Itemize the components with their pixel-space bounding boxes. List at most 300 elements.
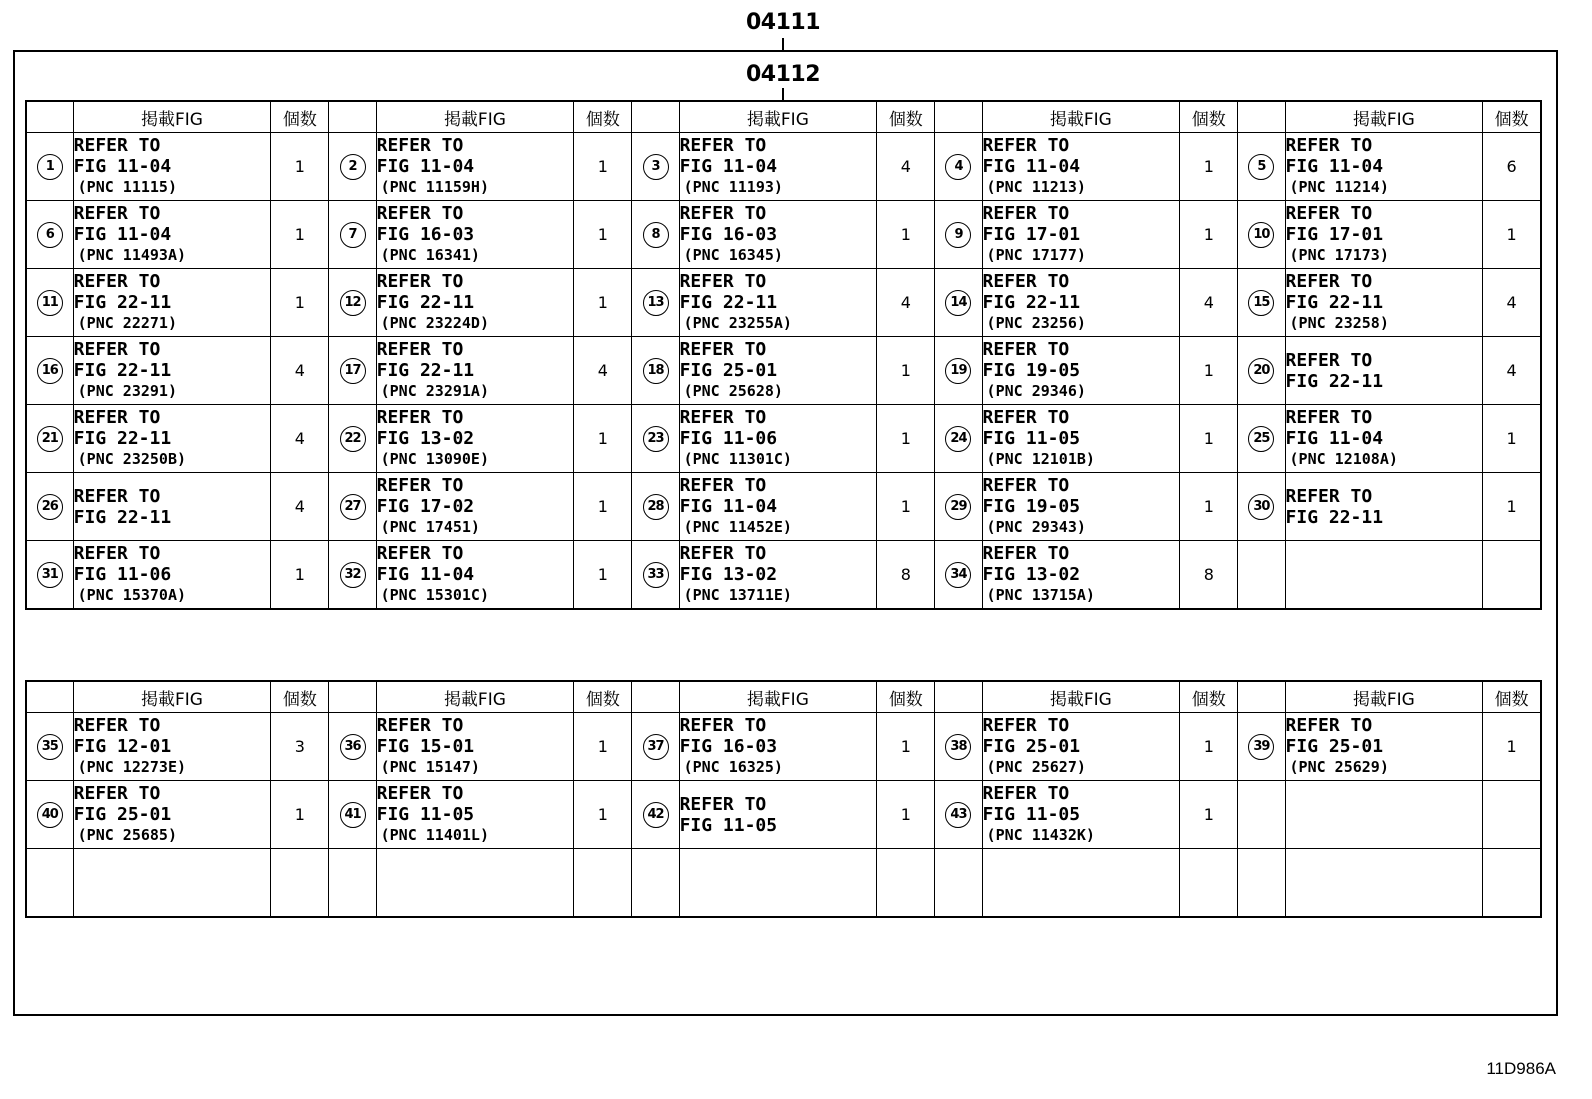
index-cell <box>632 337 679 405</box>
header-row <box>26 101 1541 133</box>
refer-to-label: REFER TO <box>679 407 767 428</box>
quantity-value: 3 <box>294 737 305 756</box>
table-row <box>26 473 1541 541</box>
circled-index-number: 35 <box>37 734 63 760</box>
pnc-code: (PNC 23291A) <box>380 382 489 400</box>
quantity-cell <box>877 849 935 918</box>
reference-table-2 <box>25 680 1542 918</box>
refer-to-label: REFER TO <box>1285 135 1373 156</box>
header-num-cell <box>26 681 73 713</box>
quantity-cell <box>1483 201 1541 269</box>
fig-number: FIG 17-01 <box>1285 224 1384 245</box>
pnc-code: (PNC 23258) <box>1289 314 1389 332</box>
table-row <box>26 713 1541 781</box>
refer-to-label: REFER TO <box>1285 715 1373 736</box>
index-cell <box>1238 781 1285 849</box>
circled-index-number: 14 <box>945 290 971 316</box>
index-cell <box>329 713 376 781</box>
reference-cell <box>1285 337 1483 405</box>
quantity-cell <box>271 201 329 269</box>
circled-index-number: 25 <box>1248 426 1274 452</box>
refer-to-label: REFER TO <box>73 485 161 507</box>
fig-number: FIG 25-01 <box>1285 736 1384 757</box>
quantity-value: 1 <box>900 225 911 244</box>
header-qty: 個数 <box>1180 101 1238 133</box>
header-qty: 個数 <box>574 101 632 133</box>
quantity-value: 1 <box>900 805 911 824</box>
refer-to-label: REFER TO <box>1285 271 1373 292</box>
header-fig: 掲載FIG <box>679 101 877 133</box>
fig-number: FIG 13-02 <box>376 428 475 449</box>
header-fig: 掲載FIG <box>73 101 271 133</box>
quantity-cell <box>1483 849 1541 918</box>
pnc-code: (PNC 17451) <box>380 518 480 536</box>
pnc-code: (PNC 11401L) <box>380 826 489 844</box>
circled-index-number: 18 <box>643 358 669 384</box>
reference-cell <box>376 849 574 918</box>
quantity-cell <box>1483 473 1541 541</box>
quantity-cell <box>271 473 329 541</box>
reference-cell <box>982 133 1180 201</box>
index-cell <box>632 133 679 201</box>
quantity-cell <box>1483 133 1541 201</box>
pnc-code: (PNC 16325) <box>683 758 783 776</box>
pnc-code: (PNC 16345) <box>683 246 783 264</box>
circled-index-number: 36 <box>340 734 366 760</box>
index-cell <box>329 541 376 610</box>
reference-cell <box>679 133 877 201</box>
fig-number: FIG 13-02 <box>982 564 1081 585</box>
refer-to-label: REFER TO <box>982 271 1070 292</box>
index-cell <box>26 201 73 269</box>
reference-cell <box>982 849 1180 918</box>
callout-04112: 04112 <box>745 62 821 87</box>
reference-cell <box>1285 269 1483 337</box>
quantity-value: 1 <box>597 429 608 448</box>
reference-cell <box>982 405 1180 473</box>
refer-to-label: REFER TO <box>376 135 464 156</box>
quantity-value: 4 <box>294 429 305 448</box>
fig-number: FIG 19-05 <box>982 496 1081 517</box>
quantity-cell <box>574 473 632 541</box>
quantity-cell <box>877 781 935 849</box>
circled-index-number: 9 <box>945 222 971 248</box>
quantity-cell <box>1180 541 1238 610</box>
header-fig: 掲載FIG <box>679 681 877 713</box>
circled-index-number: 30 <box>1248 494 1274 520</box>
refer-to-label: REFER TO <box>679 339 767 360</box>
reference-cell <box>982 201 1180 269</box>
pnc-code: (PNC 25685) <box>77 826 177 844</box>
fig-number: FIG 11-04 <box>1285 428 1384 449</box>
pnc-code: (PNC 11193) <box>683 178 783 196</box>
reference-cell <box>1285 781 1483 849</box>
index-cell <box>935 473 982 541</box>
refer-to-label: REFER TO <box>376 543 464 564</box>
pnc-code: (PNC 15370A) <box>77 586 187 604</box>
circled-index-number: 42 <box>643 802 669 828</box>
header-fig: 掲載FIG <box>73 681 271 713</box>
quantity-cell <box>574 713 632 781</box>
quantity-cell <box>271 781 329 849</box>
circled-index-number: 8 <box>643 222 669 248</box>
index-cell <box>26 133 73 201</box>
quantity-value: 1 <box>597 805 608 824</box>
quantity-value: 1 <box>597 293 608 312</box>
refer-to-label: REFER TO <box>679 793 767 815</box>
index-cell <box>935 337 982 405</box>
reference-cell <box>679 849 877 918</box>
refer-to-label: REFER TO <box>982 339 1070 360</box>
reference-cell <box>1285 849 1483 918</box>
quantity-cell <box>877 201 935 269</box>
refer-to-label: REFER TO <box>376 271 464 292</box>
table-row <box>26 269 1541 337</box>
circled-index-number: 31 <box>37 562 63 588</box>
reference-table-1 <box>25 100 1542 610</box>
quantity-cell <box>574 405 632 473</box>
quantity-cell <box>877 713 935 781</box>
fig-number: FIG 11-04 <box>73 156 172 177</box>
table-row <box>26 405 1541 473</box>
quantity-cell <box>877 405 935 473</box>
table-row <box>26 133 1541 201</box>
quantity-value: 1 <box>1203 737 1214 756</box>
fig-number: FIG 22-11 <box>1285 292 1384 313</box>
reference-cell <box>73 849 271 918</box>
quantity-value: 4 <box>900 293 911 312</box>
index-cell <box>26 849 73 918</box>
index-cell <box>329 405 376 473</box>
pnc-code: (PNC 11214) <box>1289 178 1389 196</box>
quantity-value: 1 <box>597 737 608 756</box>
fig-number: FIG 25-01 <box>679 360 778 381</box>
refer-to-label: REFER TO <box>679 715 767 736</box>
reference-cell <box>376 781 574 849</box>
quantity-cell <box>1483 337 1541 405</box>
circled-index-number: 32 <box>340 562 366 588</box>
circled-index-number: 17 <box>340 358 366 384</box>
fig-number: FIG 19-05 <box>982 360 1081 381</box>
quantity-cell <box>271 269 329 337</box>
index-cell <box>935 849 982 918</box>
quantity-value: 1 <box>597 565 608 584</box>
circled-index-number: 34 <box>945 562 971 588</box>
reference-cell <box>376 133 574 201</box>
refer-to-label: REFER TO <box>376 475 464 496</box>
index-cell <box>329 849 376 918</box>
circled-index-number: 43 <box>945 802 971 828</box>
header-num-cell <box>26 101 73 133</box>
header-num-cell <box>329 681 376 713</box>
pnc-code: (PNC 16341) <box>380 246 480 264</box>
reference-cell <box>1285 541 1483 610</box>
quantity-value: 1 <box>1506 225 1517 244</box>
reference-cell <box>1285 133 1483 201</box>
quantity-cell <box>1483 713 1541 781</box>
refer-to-label: REFER TO <box>73 407 161 428</box>
header-qty: 個数 <box>1483 681 1541 713</box>
pnc-code: (PNC 23250B) <box>77 450 187 468</box>
index-cell <box>935 541 982 610</box>
header-fig: 掲載FIG <box>982 681 1180 713</box>
pnc-code: (PNC 11452E) <box>683 518 792 536</box>
circled-index-number: 27 <box>340 494 366 520</box>
circled-index-number: 19 <box>945 358 971 384</box>
index-cell <box>935 201 982 269</box>
circled-index-number: 40 <box>37 802 63 828</box>
refer-to-label: REFER TO <box>73 203 161 224</box>
pnc-code: (PNC 17173) <box>1289 246 1389 264</box>
circled-index-number: 7 <box>340 222 366 248</box>
pnc-code: (PNC 29346) <box>986 382 1086 400</box>
pnc-code: (PNC 23255A) <box>683 314 792 332</box>
fig-number: FIG 22-11 <box>679 292 778 313</box>
circled-index-number: 1 <box>37 154 63 180</box>
index-cell <box>632 269 679 337</box>
quantity-cell <box>574 541 632 610</box>
pnc-code: (PNC 13715A) <box>986 586 1095 604</box>
pnc-code: (PNC 12108A) <box>1289 450 1398 468</box>
reference-cell <box>982 541 1180 610</box>
index-cell <box>1238 133 1285 201</box>
fig-number: FIG 22-11 <box>376 360 475 381</box>
fig-number: FIG 16-03 <box>376 224 475 245</box>
fig-number: FIG 11-06 <box>73 564 172 585</box>
fig-number: FIG 11-05 <box>376 804 475 825</box>
quantity-cell <box>1483 405 1541 473</box>
refer-to-label: REFER TO <box>679 475 767 496</box>
reference-cell <box>679 473 877 541</box>
index-cell <box>329 269 376 337</box>
quantity-value: 1 <box>900 429 911 448</box>
fig-number: FIG 12-01 <box>73 736 172 757</box>
fig-number: FIG 25-01 <box>982 736 1081 757</box>
circled-index-number: 33 <box>643 562 669 588</box>
header-fig: 掲載FIG <box>1285 101 1483 133</box>
reference-cell <box>679 541 877 610</box>
quantity-cell <box>1483 269 1541 337</box>
table-row <box>26 337 1541 405</box>
reference-cell <box>73 201 271 269</box>
reference-cell <box>376 473 574 541</box>
reference-cell <box>1285 201 1483 269</box>
pnc-code: (PNC 25627) <box>986 758 1086 776</box>
quantity-cell <box>1483 541 1541 610</box>
pnc-code: (PNC 12273E) <box>77 758 187 776</box>
reference-cell <box>679 269 877 337</box>
refer-to-label: REFER TO <box>982 783 1070 804</box>
reference-cell <box>73 133 271 201</box>
circled-index-number: 23 <box>643 426 669 452</box>
fig-number: FIG 11-04 <box>376 564 475 585</box>
reference-cell <box>376 541 574 610</box>
index-cell <box>26 781 73 849</box>
table-row <box>26 201 1541 269</box>
quantity-cell <box>1180 337 1238 405</box>
pnc-code: (PNC 25629) <box>1289 758 1389 776</box>
header-qty: 個数 <box>271 681 329 713</box>
refer-to-label: REFER TO <box>982 543 1070 564</box>
reference-cell <box>1285 473 1483 541</box>
header-fig: 掲載FIG <box>376 681 574 713</box>
refer-to-label: REFER TO <box>376 339 464 360</box>
quantity-cell <box>271 405 329 473</box>
circled-index-number: 39 <box>1248 734 1274 760</box>
circled-index-number: 26 <box>37 494 63 520</box>
header-num-cell <box>935 681 982 713</box>
index-cell <box>329 781 376 849</box>
fig-number: FIG 11-05 <box>982 804 1081 825</box>
circled-index-number: 13 <box>643 290 669 316</box>
quantity-value: 4 <box>294 497 305 516</box>
quantity-value: 8 <box>1203 565 1214 584</box>
quantity-cell <box>1180 201 1238 269</box>
quantity-cell <box>574 849 632 918</box>
table-row <box>26 781 1541 849</box>
index-cell <box>26 541 73 610</box>
fig-number: FIG 25-01 <box>73 804 172 825</box>
reference-cell <box>376 201 574 269</box>
pnc-code: (PNC 15301C) <box>380 586 489 604</box>
pnc-code: (PNC 17177) <box>986 246 1086 264</box>
reference-cell <box>73 713 271 781</box>
header-fig: 掲載FIG <box>1285 681 1483 713</box>
circled-index-number: 20 <box>1248 358 1274 384</box>
fig-number: FIG 22-11 <box>73 292 172 313</box>
quantity-cell <box>1483 781 1541 849</box>
index-cell <box>329 201 376 269</box>
quantity-cell <box>1180 713 1238 781</box>
index-cell <box>26 337 73 405</box>
reference-cell <box>73 781 271 849</box>
index-cell <box>1238 473 1285 541</box>
quantity-cell <box>271 849 329 918</box>
reference-cell <box>982 269 1180 337</box>
circled-index-number: 10 <box>1248 222 1274 248</box>
header-qty: 個数 <box>1180 681 1238 713</box>
refer-to-label: REFER TO <box>982 203 1070 224</box>
circled-index-number: 5 <box>1248 154 1274 180</box>
reference-cell <box>1285 405 1483 473</box>
quantity-value: 4 <box>1203 293 1214 312</box>
refer-to-label: REFER TO <box>376 715 464 736</box>
fig-number: FIG 22-11 <box>73 506 172 528</box>
index-cell <box>26 713 73 781</box>
refer-to-label: REFER TO <box>1285 203 1373 224</box>
circled-index-number: 22 <box>340 426 366 452</box>
quantity-cell <box>877 269 935 337</box>
index-cell <box>935 269 982 337</box>
header-num-cell <box>935 101 982 133</box>
refer-to-label: REFER TO <box>73 339 161 360</box>
circled-index-number: 37 <box>643 734 669 760</box>
circled-index-number: 38 <box>945 734 971 760</box>
fig-number: FIG 11-04 <box>982 156 1081 177</box>
refer-to-label: REFER TO <box>73 271 161 292</box>
quantity-value: 1 <box>900 737 911 756</box>
header-num-cell <box>632 681 679 713</box>
refer-to-label: REFER TO <box>1285 407 1373 428</box>
quantity-value: 1 <box>900 497 911 516</box>
fig-number: FIG 11-05 <box>982 428 1081 449</box>
quantity-value: 1 <box>294 565 305 584</box>
quantity-cell <box>1180 849 1238 918</box>
index-cell <box>26 473 73 541</box>
quantity-cell <box>574 781 632 849</box>
index-cell <box>1238 849 1285 918</box>
index-cell <box>1238 269 1285 337</box>
fig-number: FIG 16-03 <box>679 224 778 245</box>
fig-number: FIG 22-11 <box>1285 506 1384 528</box>
pnc-code: (PNC 13090E) <box>380 450 489 468</box>
refer-to-label: REFER TO <box>679 271 767 292</box>
header-row <box>26 681 1541 713</box>
table-row <box>26 849 1541 918</box>
fig-number: FIG 22-11 <box>73 360 172 381</box>
quantity-value: 1 <box>1203 225 1214 244</box>
circled-index-number: 3 <box>643 154 669 180</box>
quantity-value: 1 <box>597 497 608 516</box>
index-cell <box>632 473 679 541</box>
quantity-value: 1 <box>1506 429 1517 448</box>
fig-number: FIG 11-05 <box>679 814 778 836</box>
pnc-code: (PNC 11432K) <box>986 826 1095 844</box>
fig-number: FIG 22-11 <box>376 292 475 313</box>
refer-to-label: REFER TO <box>73 135 161 156</box>
quantity-value: 1 <box>1203 805 1214 824</box>
quantity-cell <box>877 337 935 405</box>
fig-number: FIG 22-11 <box>982 292 1081 313</box>
refer-to-label: REFER TO <box>1285 485 1373 507</box>
index-cell <box>1238 713 1285 781</box>
refer-to-label: REFER TO <box>679 135 767 156</box>
quantity-value: 1 <box>294 225 305 244</box>
quantity-value: 6 <box>1506 157 1517 176</box>
quantity-cell <box>1180 405 1238 473</box>
circled-index-number: 41 <box>340 802 366 828</box>
reference-cell <box>376 713 574 781</box>
pnc-code: (PNC 11213) <box>986 178 1086 196</box>
header-qty: 個数 <box>877 101 935 133</box>
quantity-cell <box>271 713 329 781</box>
quantity-cell <box>271 337 329 405</box>
reference-cell <box>679 201 877 269</box>
index-cell <box>632 201 679 269</box>
quantity-value: 1 <box>294 293 305 312</box>
index-cell <box>1238 541 1285 610</box>
refer-to-label: REFER TO <box>982 475 1070 496</box>
refer-to-label: REFER TO <box>376 407 464 428</box>
index-cell <box>329 337 376 405</box>
fig-number: FIG 11-04 <box>376 156 475 177</box>
index-cell <box>26 405 73 473</box>
reference-cell <box>376 337 574 405</box>
header-num-cell <box>329 101 376 133</box>
refer-to-label: REFER TO <box>982 407 1070 428</box>
index-cell <box>1238 337 1285 405</box>
reference-cell <box>982 473 1180 541</box>
illustration-code: 11D986A <box>1486 1059 1556 1078</box>
quantity-value: 8 <box>900 565 911 584</box>
reference-cell <box>982 781 1180 849</box>
fig-number: FIG 11-04 <box>73 224 172 245</box>
index-cell <box>935 133 982 201</box>
refer-to-label: REFER TO <box>1285 349 1373 371</box>
quantity-value: 1 <box>1203 361 1214 380</box>
pnc-code: (PNC 13711E) <box>683 586 792 604</box>
quantity-value: 4 <box>597 361 608 380</box>
